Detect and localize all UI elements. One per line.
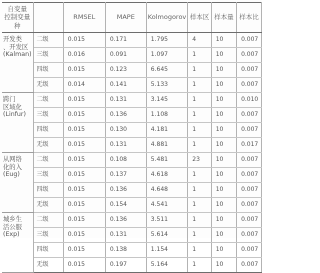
value-cell: 0.015: [63, 213, 105, 228]
level-cell: 无级: [33, 198, 63, 213]
value-cell: 0.015: [63, 243, 105, 258]
value-cell: 10: [211, 108, 236, 123]
value-cell: 23: [188, 153, 211, 168]
value-cell: 0.007: [237, 153, 262, 168]
value-cell: 0.015: [63, 228, 105, 243]
table-header-row: [2, 3, 262, 33]
level-cell: 二级: [33, 153, 63, 168]
value-cell: 0.131: [105, 138, 146, 153]
value-cell: 0.138: [105, 243, 146, 258]
value-cell: 4.181: [146, 123, 188, 138]
value-cell: 3.511: [146, 213, 188, 228]
value-cell: 0.007: [237, 228, 262, 243]
header-cell: MAPE: [105, 3, 146, 33]
value-cell: 10: [211, 93, 236, 108]
value-cell: 0.130: [105, 123, 146, 138]
table-row: [2, 48, 262, 63]
table-row: [2, 168, 262, 183]
value-cell: 0.131: [105, 228, 146, 243]
value-cell: 0.007: [237, 108, 262, 123]
group-label: 城乡生 活公服 (Exp): [2, 213, 33, 273]
value-cell: 0.007: [237, 258, 262, 273]
value-cell: 10: [211, 243, 236, 258]
value-cell: 1: [188, 243, 211, 258]
value-cell: 0.123: [105, 63, 146, 78]
value-cell: 1: [188, 258, 211, 273]
header-cell: 样本区: [188, 3, 211, 33]
value-cell: 1: [188, 108, 211, 123]
group-label: 从网络 化的入 (Eug): [2, 153, 33, 213]
value-cell: 10: [211, 168, 236, 183]
value-cell: 10: [211, 228, 236, 243]
table-row: [2, 153, 262, 168]
value-cell: 1: [188, 138, 211, 153]
value-cell: 0.015: [63, 93, 105, 108]
value-cell: 0.131: [105, 93, 146, 108]
level-cell: 四级: [33, 243, 63, 258]
value-cell: 10: [211, 153, 236, 168]
level-cell: 三级: [33, 108, 63, 123]
value-cell: 0.015: [63, 123, 105, 138]
value-cell: 0.007: [237, 48, 262, 63]
value-cell: 1: [188, 63, 211, 78]
value-cell: 1: [188, 78, 211, 93]
value-cell: 0.007: [237, 198, 262, 213]
value-cell: 1: [188, 198, 211, 213]
table-row: [2, 228, 262, 243]
level-cell: 二级: [33, 213, 63, 228]
value-cell: 0.141: [105, 78, 146, 93]
value-cell: 0.016: [63, 48, 105, 63]
group-label: 跨门 区域化 (Linfur): [2, 93, 33, 153]
value-cell: 0.007: [237, 243, 262, 258]
value-cell: 10: [211, 198, 236, 213]
value-cell: 0.108: [105, 153, 146, 168]
header-cell: Kolmogorov: [146, 3, 188, 33]
value-cell: 10: [211, 123, 236, 138]
table-row: [2, 93, 262, 108]
value-cell: 0.015: [63, 153, 105, 168]
value-cell: 1.154: [146, 243, 188, 258]
header-cell: [33, 3, 63, 33]
value-cell: 1.097: [146, 48, 188, 63]
value-cell: 1: [188, 213, 211, 228]
table-row: [2, 243, 262, 258]
value-cell: 10: [211, 48, 236, 63]
results-table: [2, 2, 262, 273]
value-cell: 6.645: [146, 63, 188, 78]
value-cell: 0.007: [237, 63, 262, 78]
level-cell: 三级: [33, 228, 63, 243]
value-cell: 0.015: [63, 138, 105, 153]
value-cell: 0.015: [63, 108, 105, 123]
value-cell: 0.015: [63, 63, 105, 78]
header-cell: 样本比: [237, 3, 262, 33]
level-cell: 无级: [33, 78, 63, 93]
table-row: [2, 198, 262, 213]
value-cell: 0.007: [237, 168, 262, 183]
header-cell: 样本量: [211, 3, 236, 33]
level-cell: 二级: [33, 33, 63, 48]
value-cell: 1: [188, 93, 211, 108]
value-cell: 10: [211, 78, 236, 93]
value-cell: 10: [211, 33, 236, 48]
group-label: 开发类 、开发区 (Kalman): [2, 33, 33, 93]
level-cell: 四级: [33, 63, 63, 78]
level-cell: 三级: [33, 168, 63, 183]
value-cell: 5.133: [146, 78, 188, 93]
value-cell: 0.015: [63, 198, 105, 213]
value-cell: 10: [211, 138, 236, 153]
value-cell: 0.091: [105, 48, 146, 63]
table-row: [2, 78, 262, 93]
value-cell: 1: [188, 183, 211, 198]
value-cell: 10: [211, 183, 236, 198]
value-cell: 0.171: [105, 33, 146, 48]
value-cell: 0.010: [237, 93, 262, 108]
header-cell: 自变量 控制变量种: [2, 3, 33, 33]
value-cell: 0.017: [237, 138, 262, 153]
table-row: [2, 108, 262, 123]
value-cell: 1: [188, 228, 211, 243]
value-cell: 0.007: [237, 33, 262, 48]
value-cell: 1: [188, 123, 211, 138]
table-row: [2, 183, 262, 198]
value-cell: 0.007: [237, 183, 262, 198]
value-cell: 1: [188, 168, 211, 183]
value-cell: 4.881: [146, 138, 188, 153]
value-cell: 3.145: [146, 93, 188, 108]
value-cell: 10: [211, 258, 236, 273]
value-cell: 5.481: [146, 153, 188, 168]
level-cell: 无级: [33, 258, 63, 273]
value-cell: 0.007: [237, 78, 262, 93]
value-cell: 0.015: [63, 258, 105, 273]
table-row: [2, 213, 262, 228]
value-cell: 0.137: [105, 168, 146, 183]
value-cell: 0.007: [237, 213, 262, 228]
value-cell: 1: [188, 48, 211, 63]
value-cell: 10: [211, 213, 236, 228]
level-cell: 四级: [33, 183, 63, 198]
value-cell: 0.197: [105, 258, 146, 273]
value-cell: 0.014: [63, 78, 105, 93]
table-row: [2, 258, 262, 273]
level-cell: 三级: [33, 48, 63, 63]
value-cell: 4.618: [146, 168, 188, 183]
value-cell: 0.136: [105, 213, 146, 228]
value-cell: 0.154: [105, 198, 146, 213]
value-cell: 4.541: [146, 198, 188, 213]
value-cell: 0.015: [63, 183, 105, 198]
value-cell: 4.648: [146, 183, 188, 198]
value-cell: 1.795: [146, 33, 188, 48]
value-cell: 10: [211, 63, 236, 78]
level-cell: 四级: [33, 123, 63, 138]
value-cell: 0.007: [237, 123, 262, 138]
value-cell: 0.015: [63, 33, 105, 48]
table-body: [2, 33, 262, 273]
value-cell: 5.614: [146, 228, 188, 243]
value-cell: 1.108: [146, 108, 188, 123]
header-cell: RMSEL: [63, 3, 105, 33]
value-cell: 0.136: [105, 183, 146, 198]
level-cell: 无级: [33, 138, 63, 153]
value-cell: 0.136: [105, 108, 146, 123]
value-cell: 5.164: [146, 258, 188, 273]
table-row: [2, 138, 262, 153]
value-cell: 0.015: [63, 168, 105, 183]
level-cell: 二级: [33, 93, 63, 108]
table-row: [2, 63, 262, 78]
table-row: [2, 33, 262, 48]
value-cell: 4: [188, 33, 211, 48]
table-row: [2, 123, 262, 138]
